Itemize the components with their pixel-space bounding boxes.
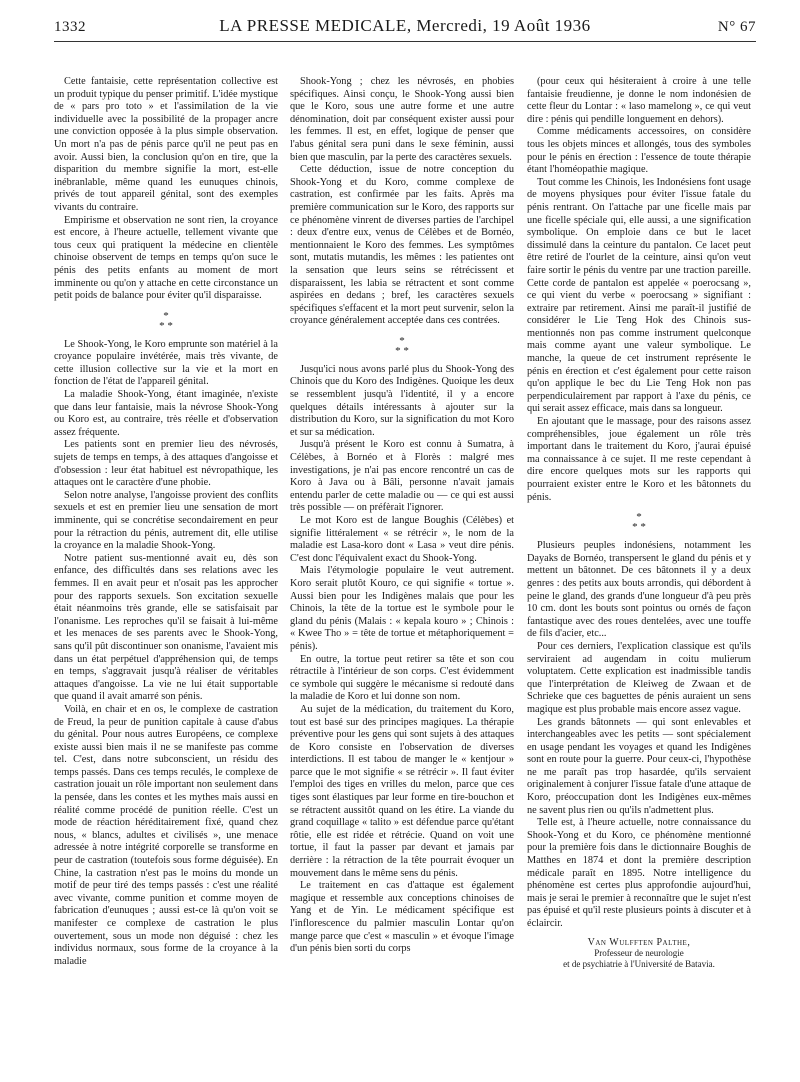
paragraph: Comme médicaments accessoires, on considère tous les objets minces et allongés, tous des symboles pour le pénis en érection : l'essence de toute thérapie étant l'homéopathie magique. xyxy=(527,126,751,176)
paragraph: En outre, la tortue peut retirer sa tête et son cou rétractile à l'intérieur de son corps. C'est évidemment ce symbole qui suggère le mécanisme si redouté dans la maladie de Koro et lui donne son nom. xyxy=(290,653,514,703)
paragraph: Pour ces derniers, l'explication classique est qu'ils serviraient ad augendam in coitu mulierum voluptatem. Cette explication est inadmissible tandis que l'interprétation de Kleiweg de Zwaan et de Schrieke que ces baguettes de pénis auraient un sens magique est plus probable mais encore assez vague. xyxy=(527,640,751,715)
paragraph: Empirisme et observation ne sont rien, la croyance est encore, à l'heure actuelle, tellement vivante que tous ceux qui pratiquent la médecine en clientèle chinoise observent de temps en temps qu'on suce le pénis des petits enfants au moment de mort imminente ou qu'on y attache en cette circonstance un petit poids de balance pour éviter qu'il disparaisse. xyxy=(54,214,278,302)
paragraph: Le mot Koro est de langue Boughis (Célèbes) et signifie littéralement « se rétrécir », le nom de la maladie est Lasa-koro dont « Lasa » veut dire pénis. C'est donc l'équivalent exact du Shook-Yong. xyxy=(290,515,514,564)
paragraph: Les grands bâtonnets — qui sont enlevables et interchangeables avec les petits — sont spécialement en usage pendant les voyages et quand les Indigènes sont en route pour la guerre. Pour ceux-ci, l'hypothèse ne me paraît pas trop hasardée, qu'ils servaient originalement à conjurer l'issue fatale d'une attaque de Koro, préoccupation dont les Indigènes eux-mêmes ne savent plus rien ou qu'ils n'admettent plus. xyxy=(527,716,751,816)
paragraph: Mais l'étymologie populaire le veut autrement. Koro serait plutôt Kouro, ce qui signifie « tortue ». Aussi bien pour les Indigènes malais que pour les Chinois, la tête de la tortue est le symbole pour le gland du pénis (Malais : « kepala kouro » ; Chinois : « Kwee Tho » = tête de tortue et métaphoriquement = pénis). xyxy=(290,565,514,652)
author-name: Van Wulfften Palthe, xyxy=(587,936,691,948)
paragraph: Cette fantaisie, cette représentation collective est un produit typique du penser primitif. L'idée mystique de « pars pro toto » et l'assimilation de la vie individuelle avec la possibilité de la propager ancre une conviction opposée à la plus simple observation. Un mort n'a pas de pénis parce qu'il ne peut pas en avoir. Aussi bien, la conclusion qu'on en tire, que la disparition du membre signifie la mort, est-elle inébranlable, même quand les eunuques chinois, privés de tout appareil génital, sont des exemples vivants du contraire. xyxy=(54,76,278,213)
paragraph: Le Shook-Yong, le Koro emprunte son matériel à la croyance populaire invétérée, mais très vivante, de cette illusion collective sur la vie et la mort en fonction de l'état de l'appareil génital. xyxy=(54,338,278,388)
paragraph: Jusqu'à présent le Koro est connu à Sumatra, à Célèbes, à Bornéo et à Florès : malgré mes investigations, je n'ai pas encore rencontré un cas de Koro à Java ou à Bâli, personne n'avait jamais entendu parler de cette maladie ou — ce qui est aussi très possible — on préfèrait l'ignorer. xyxy=(290,439,514,514)
paragraph: Le traitement en cas d'attaque est également magique et ressemble aux conceptions chinoises de Yang et de Yin. Le médicament spécifique est l'inflorescence du palmier masculin Lontar qu'on mange parce que c'est « masculin » et évoque l'image d'un pénis bien sorti du corps xyxy=(290,880,514,955)
paragraph: Selon notre analyse, l'angoisse provient des conflits sexuels et est en premier lieu une sensation de mort imminente, qui se concrétise secondairement en peur pour la rétraction du pénis, autrement dit, elle utilise la croyance en la maladie Shook-Yong. xyxy=(54,489,278,552)
paragraph: Voilà, en chair et en os, le complexe de castration de Freud, la peur de punition capitale à cause d'abus du génital. Pour nous autres Européens, ce complexe existe aussi bien mais il ne se manifeste pas comme tel. C'est, dans notre subconscient, un résidu des temps passés. Dans ces temps reculés, le complexe de castration jouait un rôle important non seulement dans la pensée, dans les contes et les mythes mais aussi en réalité comme procédé de punition réelle. C'est un mode de réaction héréditairement fixé, quand chez nous, « blancs, adultes et civilisés », une menace adressée à notre intégrité corporelle se transforme en peur de castration (toutefois sous forme déguisée). En Chine, la castration n'est pas le moins du monde un motif de peur tiré des temps passés : c'est une réalité avec vivante, comme punition et comme moyen de fabrication d'eunuques ; aussi est-ce là qu'on voit se manifester ce complexe de castration le plus ouvertement, sous un mode non déguisé : chez les individus normaux, sous forme de la croyance à la maladie xyxy=(54,703,278,967)
paragraph: Jusqu'ici nous avons parlé plus du Shook-Yong des Chinois que du Koro des Indigènes. Quoique les deux se ressemblent jusqu'à l'identité, il y a encore quelques détails intéressants à ajouter sur la distribution du Koro, sur la signification du mot Koro et sur sa médication. xyxy=(290,363,514,438)
paragraph: Shook-Yong ; chez les névrosés, en phobies spécifiques. Ainsi conçu, le Shook-Yong aussi bien que le Koro, sous une autre forme et une autre dénomination, doit par conséquent exister aussi pour les femmes. Il est, en effet, logique de penser que l'abus génital sera puni dans le sexe féminin, aussi bien que masculin, par la perte des caractères sexuels. xyxy=(290,76,514,163)
author-signature xyxy=(527,937,751,970)
section-separator: * * * xyxy=(395,334,409,357)
author-title: Professeur de neurologie xyxy=(594,947,684,958)
paragraph: Cette déduction, issue de notre conception du Shook-Yong et du Koro, comme complexe de castration, est confirmée par les faits. Après ma première communication sur le Koro, des rapports sur ce phénomène vinrent de diverses parties de l'archipel : deux d'entre eux, venus de Célèbes et de Bornéo, mentionnaient le Koro des femmes. Les symptômes sont, mutatis mutandis, les mêmes : les patientes ont la sensation que leurs seins se rétrécissent et disparaissent, les labia se rétractent et sont comme aspirées en dedans ; bref, les caractères sexuels spécifiques s'effacent et la mort peut survenir, selon la croyance généralement acceptée dans ces contrées. xyxy=(290,164,514,327)
running-header xyxy=(54,16,756,38)
column-right xyxy=(527,76,751,1071)
column-middle xyxy=(290,76,514,1071)
paragraph: (pour ceux qui hésiteraient à croire à une telle fantaisie freudienne, je donne le nom indonésien de cette fleur du Lontar : « laso mamelong », ce qui veut dire : pénis qui pendille longuement en dehors). xyxy=(527,76,751,125)
paragraph: La maladie Shook-Yong, étant imaginée, n'existe que dans leur fantaisie, mais la névrose Shook-Yong ou Koro est, au contraire, très réelle et d'observation assez fréquente. xyxy=(54,389,278,438)
header-rule xyxy=(54,41,756,42)
paragraph: Les patients sont en premier lieu des névrosés, sujets de temps en temps, à des attaques d'angoisse et d'obsession : leur état habituel est névropathique, les attaques ont le caractère d'une phobie. xyxy=(54,439,278,489)
author-affiliation: et de psychiatrie à l'Université de Batavia. xyxy=(563,958,715,969)
column-left xyxy=(54,76,278,1071)
section-separator: * * * xyxy=(159,309,173,332)
paragraph: Notre patient sus-mentionné avait eu, dès son enfance, des difficultés dans ses relations avec les femmes. Il en avait peur et n'osait pas les approcher pour des rapports sexuels. Son excitation sexuelle était néanmoins très grande, elle se satisfaisait par l'onanisme. Les reproches qu'il se faisait à lui-même et les menaces de ses parents avec le Shook-Yong, sans qu'il pût discontinuer son onanisme, l'avaient mis dans un état perpétuel d'appréhension qui, de temps en temps, s'aggravait jusqu'à réaliser de véritables attaques d'angoisse. La vie ne lui était supportable que quand il avait amarré son pénis. xyxy=(54,552,278,703)
issue-number: N° 67 xyxy=(717,19,756,35)
page-number: 1332 xyxy=(54,19,86,35)
paragraph: Au sujet de la médication, du traitement du Koro, tout est basé sur des principes magiques. La thérapie préventive pour les gens qui sont sujets à des attaques de Koro consiste en l'observation de diverses interdictions. Il est tabou de manger le « kentjour » parce que le mot signifie « se rétrécir ». Il faut éviter l'emploi des tiges en vrilles du melon, parce que ces tiges sont élastiques par leur forme en tire-bouchon et se rétractent aussitôt quand on les étire. La viande du grand coquillage « talito » est défendue parce qu'étant rôtie, elle est ridée et rétrécie. Quand on voit une tortue, il faut la passer par devant et jamais par derrière : la rétraction de la tête pourrait évoquer un mouvement dans le même sens du pénis. xyxy=(290,703,514,879)
paragraph: Tout comme les Chinois, les Indonésiens font usage de moyens physiques pour éviter l'issue fatale du pénis rentrant. On l'attache par une ficelle mais par une ficelle spéciale qui, elle aussi, a une signification symbolique. On emploie dans ce but le lacet dissimulé dans la ceinture du pantalon. Ce lacet peut être retiré de l'ourlet de la ceinture, ainsi qu'on veut faire sortir le pénis du ventre par une traction pareille. Cette corde de pantalon est appelée « poerocsang », ce qui vient du verbe « poerocsang » signifiant : extraire par retirement. Ainsi me paraît-il justifié de considérer le Lie Teng Hok des Chinois sus-mentionnés non pas comme instrument quelconque mais comme ayant une valeur symbolique. Le manche, la queue de cet instrument représente le pénis en érection et c'est également pour cette raison qu'on applique le bec du Lie Teng Hok non pas perpendiculairement par rapport à l'axe du pénis, ce qui serait assez efficace, mais dans sa longueur. xyxy=(527,176,751,415)
paragraph: Telle est, à l'heure actuelle, notre connaissance du Shook-Yong et du Koro, ce phénomène mentionné pour la première fois dans le dictionnaire Boughis de Matthes en 1874 et dont la première description médicale paraît en 1895. Notre intelligence du phénomène est certes plus approfondie aujourd'hui, mais je serai le premier à reconnaître que le sujet n'est pas épuisé et qu'il reste plusieurs points à discuter et à éclaircir. xyxy=(527,817,751,929)
paragraph: Plusieurs peuples indonésiens, notamment les Dayaks de Bornéo, transpersent le gland du pénis et y mettent un bâtonnet. De ces bâtonnets il y a deux genres : des petits aux bouts arrondis, qui débordent à peine le gland, des grands d'une longueur d'à peu près 10 cm. dont les bouts sont pointus ou ornés de façon fantastique avec des roues dentelées, avec une touffe de fils d'acier, etc... xyxy=(527,540,751,640)
journal-title: LA PRESSE MEDICALE, Mercredi, 19 Août 1936 xyxy=(219,16,591,35)
section-separator: * * * xyxy=(632,511,646,534)
paragraph: En ajoutant que le massage, pour des raisons assez compréhensibles, joue également un rôle très important dans le traitement du Koro, j'aurai épuisé ma connaissance à ce sujet. Il me reste cependant à dire encore quelques mots sur les rapports qui pourraient exister entre le Koro et les bâtonnets du pénis. xyxy=(527,416,751,503)
